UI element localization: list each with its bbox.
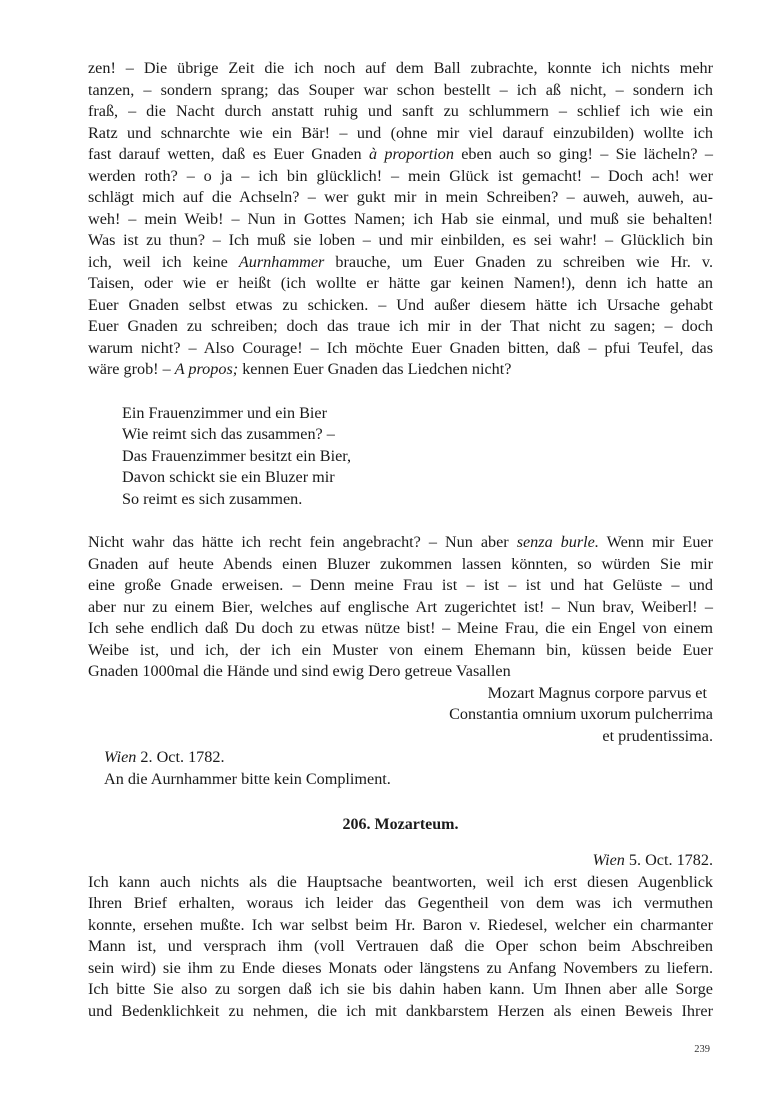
text-line: Gnaden 1000mal die Hände und sind ewig Dero getreue Vasallen — [88, 662, 511, 680]
text-line: Ratz und schnarchte wie ein Bär! – und (ohne mir viel darauf einzubilden) wollte ich — [88, 123, 713, 142]
postscript — [104, 747, 713, 790]
poem-line: So reimt es sich zusammen. — [122, 489, 303, 508]
poem-line: Ein Frauenzimmer und ein Bier — [122, 403, 327, 422]
signature-line: Constantia omnium uxorum pulcherrima — [449, 705, 713, 723]
text-line: Mann ist, und versprach ihm (voll Vertrauen daß die Oper schon beim Abschreiben — [88, 937, 713, 955]
text-line: werden roth? – o ja – ich bin glücklich! – mein Glück ist gemacht! – Doch ach! wer — [88, 166, 713, 185]
text-line: Euer Gnaden selbst etwas zu schicken. – Und außer diesem hätte ich Ursache gehabt — [88, 295, 713, 314]
text-line: zen! – Die übrige Zeit die ich noch auf dem Ball zubrachte, konnte ich nichts mehr — [88, 59, 713, 77]
text-line: Weibe ist, und ich, der ich ein Muster von einem Ehemann bin, küssen beide Euer — [88, 640, 713, 659]
text-line: Was ist zu thun? – Ich muß sie loben – und mir einbilden, es sei wahr! – Glücklich bin — [88, 231, 713, 249]
poem-verse — [122, 403, 713, 511]
text-line: Nicht wahr das hätte ich recht fein angebracht? – Nun aber senza burle. Wenn mir Euer — [88, 533, 713, 551]
text-line: eine große Gnade erweisen. – Denn meine Frau ist – ist – ist und hat Gelüste – und — [88, 576, 713, 594]
text-line: fast darauf wetten, daß es Euer Gnaden à proportion eben auch so ging! – Sie lächeln? – — [88, 145, 713, 163]
postscript-date: Wien 2. Oct. 1782. — [104, 748, 225, 766]
text-line: Euer Gnaden zu schreiben; doch das traue ich mir in der That nicht zu sagen; – doch — [88, 317, 713, 335]
text-line: konnte, ersehen mußte. Ich war selbst beim Hr. Baron v. Riedesel, welcher ein charmanter — [88, 915, 713, 934]
poem-line: Wie reimt sich das zusammen? – — [122, 425, 335, 443]
letter-paragraph-3 — [88, 872, 713, 1023]
page-number: 239 — [694, 1044, 710, 1055]
italic-phrase: senza burle. — [516, 533, 599, 551]
text-line: Ich sehe endlich daß Du doch zu etwas nütze bist! – Meine Frau, die ein Engel von einem — [88, 619, 713, 637]
signature-line: et prudentissima. — [602, 726, 713, 745]
italic-name: Aurnhammer — [238, 252, 325, 271]
letter-paragraph-1 — [88, 58, 713, 381]
text-line: Taisen, oder wie er heißt (ich wollte er hätte gar keinen Namen!), denn ich hatte an — [88, 274, 713, 292]
text-line: warum nicht? – Also Courage! – Ich möchte Euer Gnaden bitten, daß – pfui Teufel, das — [88, 338, 713, 357]
letter-paragraph-2 — [88, 532, 713, 683]
text-line: Ihren Brief erhalten, woraus ich leider das Gegentheil von dem was ich vermuthen — [88, 894, 713, 912]
text-line: weh! – mein Weib! – Nun in Gottes Namen; ich Hab sie einmal, und muß sie behalten! — [88, 209, 713, 228]
text-line: und Bedenklichkeit zu nehmen, die ich mit dankbarstem Herzen als einen Beweis Ihrer — [88, 1001, 713, 1020]
poem-line: Davon schickt sie ein Bluzer mir — [122, 468, 335, 486]
text-line: fraß, – die Nacht durch anstatt ruhig und sanft zu schlummern – schlief ich wie ein — [88, 102, 713, 120]
letter-dateline: Wien 5. Oct. 1782. — [592, 851, 713, 869]
page-body — [88, 58, 713, 1022]
text-line: schlägt mich auf die Achseln? – wer gukt mir in mein Schreiben? – auweh, auweh, au- — [88, 188, 713, 206]
signature-line: Mozart Magnus corpore parvus et — [487, 683, 707, 702]
letter-heading: 206. Mozarteum. — [342, 816, 459, 833]
text-line: Ich kann auch nichts als die Hauptsache beantworten, weil ich erst diesen Augenblick — [88, 872, 713, 891]
italic-phrase: à proportion — [368, 145, 454, 163]
text-line: ich, weil ich keine Aurnhammer brauche, um Euer Gnaden zu schreiben wie Hr. v. — [88, 252, 713, 271]
text-line: Gnaden auf heute Abends einen Bluzer zukommen lassen könnten, so würden Sie mir — [88, 554, 713, 573]
text-line: Ich bitte Sie also zu sorgen daß ich sie bis dahin haben kann. Um Ihnen aber alle Sorge — [88, 980, 713, 998]
italic-phrase: A propos; — [174, 360, 239, 378]
text-line: sein wird) sie ihm zu Ende dieses Monats oder längstens zu Anfang Novembers zu liefern. — [88, 958, 713, 977]
signature-block — [88, 683, 713, 748]
text-line: wäre grob! – A propos; kennen Euer Gnaden das Liedchen nicht? — [88, 360, 512, 378]
postscript-note: An die Aurnhammer bitte kein Compliment. — [104, 769, 391, 788]
poem-line: Das Frauenzimmer besitzt ein Bier, — [122, 446, 352, 465]
text-line: tanzen, – sondern sprang; das Souper war schon bestellt – ich aß nicht, – sondern ich — [88, 80, 713, 99]
text-line: aber nur zu einem Bier, welches auf englische Art zugerichtet ist! – Nun brav, Weiberl! – — [88, 597, 713, 616]
